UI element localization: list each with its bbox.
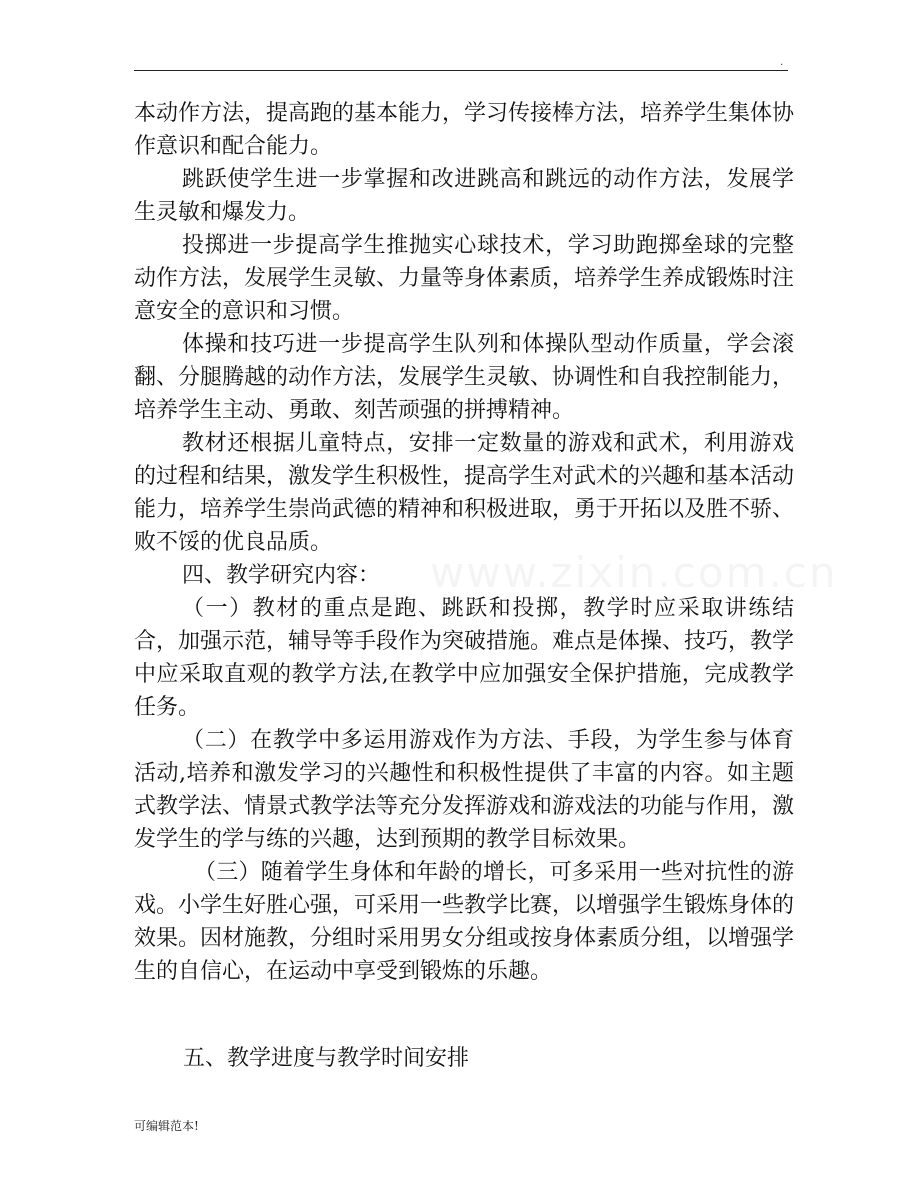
header-rule — [134, 70, 788, 71]
paragraph-2: 跳跃使学生进一步掌握和改进跳高和跳远的动作方法，发展学生灵敏和爆发力。 — [134, 167, 794, 225]
paragraph-1: 本动作方法，提高跑的基本能力，学习传接棒方法，培养学生集体协作意识和配合能力。 — [134, 101, 795, 159]
watermark: www.zixin.com.cn — [430, 548, 838, 597]
paragraph-4: 体操和技巧进一步提高学生队列和体操队型动作质量，学会滚翻、分腿腾越的动作方法，发展学生灵敏、协调性和自我控制能力，培养学生主动、勇敢、刻苦顽强的拼搏精神。 — [134, 332, 795, 423]
paragraph-3: 投掷进一步提高学生推抛实心球技术，学习助跑掷垒球的完整动作方法，发展学生灵敏、力量等身体素质，培养学生养成锻炼时注意安全的意识和习惯。 — [134, 233, 795, 324]
section-heading-five: 五、教学进度与教学时间安排 — [183, 1046, 470, 1071]
paragraph-item-2: （二）在教学中多运用游戏作为方法、手段，为学生参与体育活动,培养和激发学习的兴趣性和积极性提供了丰富的内容。如主题式教学法、情景式教学法等充分发挥游戏和游戏法的功能与作用，激发学生的学与练的兴趣，达到预期的教学目标效果。 — [134, 728, 795, 852]
footer-note: 可编辑范本! — [134, 1119, 199, 1133]
header-dot: . — [780, 57, 784, 68]
paragraph-5: 教材还根据儿童特点，安排一定数量的游戏和武术，利用游戏的过程和结果，激发学生积极性，提高学生对武术的兴趣和基本活动能力，培养学生崇尚武德的精神和积极进取，勇于开拓以及胜不骄、败不馁的优良品质。 — [134, 431, 795, 555]
paragraph-item-3: （三）随着学生身体和年龄的增长，可多采用一些对抗性的游戏。小学生好胜心强，可采用一些教学比赛，以增强学生锻炼身体的效果。因材施教，分组时采用男女分组或按身体素质分组，以增强学生的自信心，在运动中享受到锻炼的乐趣。 — [134, 860, 795, 984]
section-heading-four: 四、教学研究内容： — [182, 563, 381, 588]
paragraph-item-1: （一）教材的重点是跑、跳跃和投掷，教学时应采取讲练结合，加强示范，辅导等手段作为突破措施。难点是体操、技巧，教学中应采取直观的教学方法,在教学中应加强安全保护措施，完成教学任务。 — [134, 596, 795, 720]
body-text — [134, 97, 794, 988]
